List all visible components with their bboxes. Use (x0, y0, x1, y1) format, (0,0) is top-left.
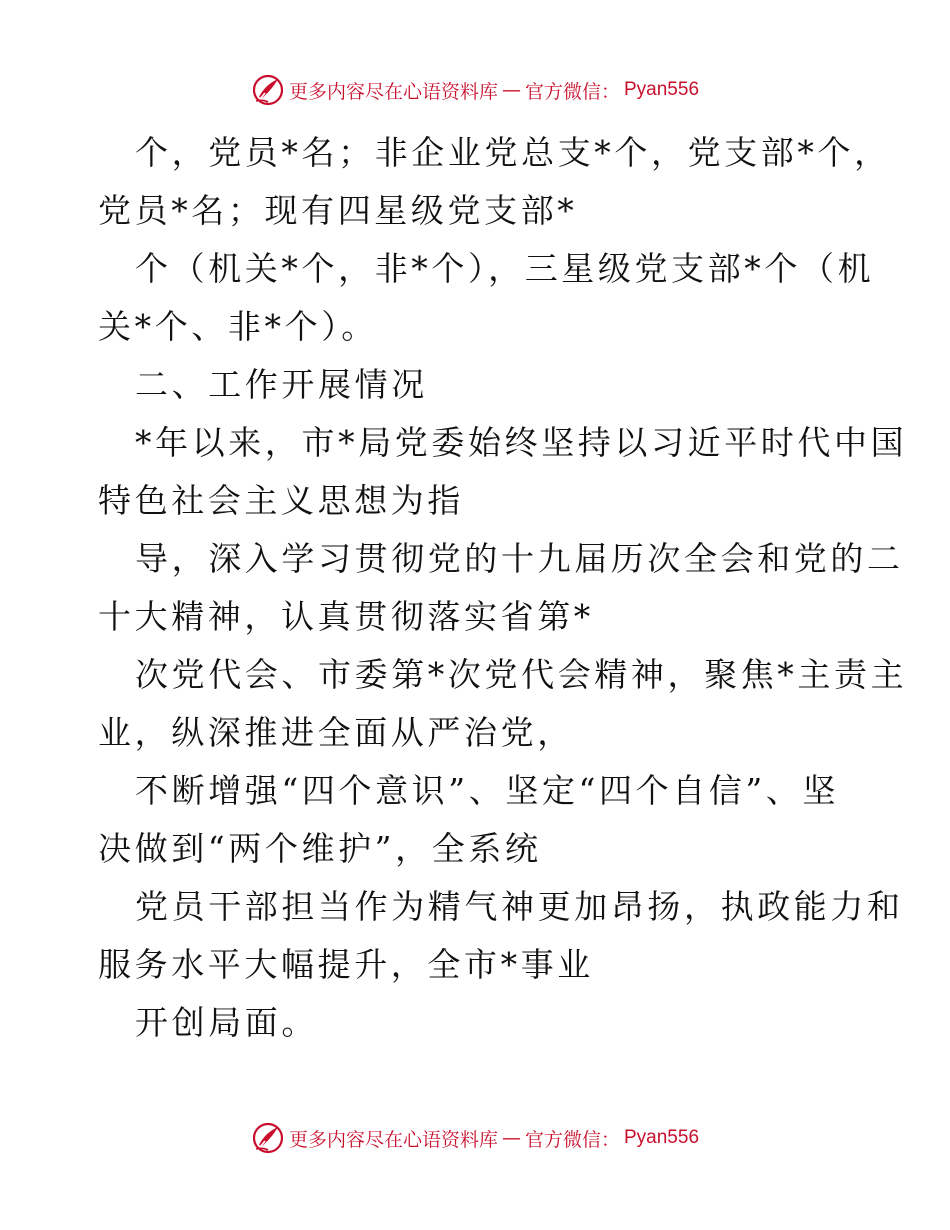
text-line: 服务水平大幅提升，全市*事业 (98, 945, 594, 984)
header-banner-content (251, 73, 699, 107)
wechat-label: 官方微信： (524, 80, 620, 103)
text-line: 关*个、非*个）。 (98, 307, 378, 346)
text-line: 党员*名；现有四星级党支部* (98, 191, 578, 230)
banner-dash: — (501, 1127, 521, 1149)
site-name: 更多内容尽在心语资料库 (288, 80, 498, 103)
text-line: *年以来，市*局党委始终坚持以习近平时代中国 (135, 423, 908, 462)
text-line: 十大精神，认真贯彻落实省第* (98, 597, 594, 636)
text-line: 决做到“两个维护”，全系统 (98, 829, 542, 868)
text-line: 个（机关*个，非*个），三星级党支部*个（机 (135, 249, 875, 288)
wechat-label: 官方微信： (524, 1128, 620, 1151)
wechat-id: Pyan556 (624, 79, 700, 100)
text-line: 次党代会、市委第*次党代会精神，聚焦*主责主 (135, 655, 908, 694)
quill-pen-logo-icon (251, 73, 285, 107)
site-name: 更多内容尽在心语资料库 (288, 1128, 498, 1151)
text-line: 党员干部担当作为精气神更加昂扬，执政能力和 (135, 887, 904, 926)
document-body (98, 124, 908, 1052)
footer-banner (0, 1118, 950, 1158)
header-banner (0, 70, 950, 110)
text-line: 二、工作开展情况 (135, 365, 428, 404)
text-line: 业，纵深推进全面从严治党， (98, 713, 574, 752)
quill-pen-logo-icon (251, 1121, 285, 1155)
text-line: 导，深入学习贯彻党的十九届历次全会和党的二 (135, 539, 904, 578)
banner-dash: — (501, 79, 521, 101)
text-line: 不断增强“四个意识”、坚定“四个自信”、坚 (135, 771, 840, 810)
text-line: 开创局面。 (135, 1003, 318, 1042)
footer-banner-content (251, 1121, 699, 1155)
wechat-id: Pyan556 (624, 1127, 700, 1148)
text-line: 特色社会主义思想为指 (98, 481, 464, 520)
text-line: 个，党员*名；非企业党总支*个，党支部*个， (135, 133, 891, 172)
